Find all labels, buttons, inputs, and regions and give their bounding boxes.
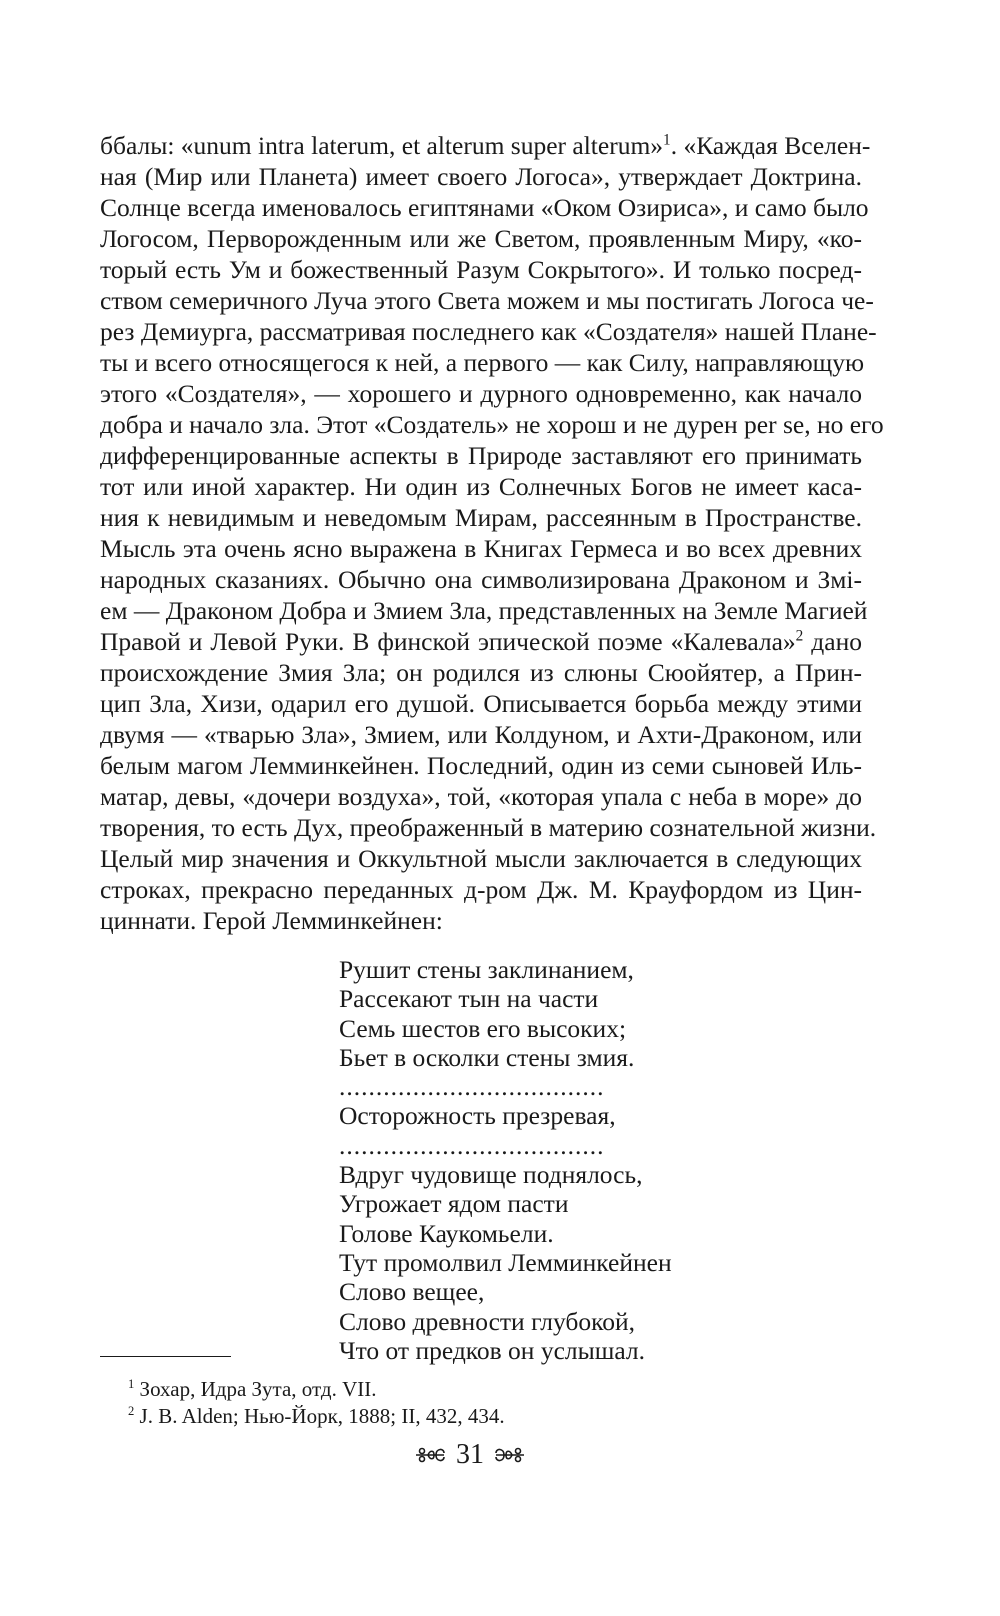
poem-block bbox=[339, 955, 759, 1365]
text-line: ством семеричного Луча этого Света можем и мы постигать Логоса че- bbox=[100, 286, 874, 315]
text-line: дифференцированные аспекты в Природе заставляют его принимать bbox=[100, 441, 862, 470]
fleuron-icon bbox=[494, 1444, 526, 1466]
main-text bbox=[100, 130, 884, 936]
text-line: Солнце всегда именовалось египтянами «Оком Озириса», и само было bbox=[100, 193, 869, 222]
poem-line: Бьет в осколки стены змия. bbox=[339, 1042, 635, 1072]
text-line: этого «Создателя», — хорошего и дурного одновременно, как начало bbox=[100, 379, 862, 408]
footnote-ref: 1 bbox=[663, 131, 671, 149]
text-line: ем — Драконом Добра и Змием Зла, представленных на Земле Магией bbox=[100, 596, 868, 625]
poem-line: Слово вещее, bbox=[339, 1277, 485, 1307]
fleuron-icon bbox=[414, 1444, 446, 1466]
text-line: творения, то есть Дух, преображенный в материю сознательной жизни. bbox=[100, 813, 877, 842]
poem-line: Угрожает ядом пасти bbox=[339, 1189, 569, 1219]
poem-line: Рассекают тын на части bbox=[339, 984, 599, 1014]
text-line: добра и начало зла. Этот «Создатель» не хорош и не дурен per se, но его bbox=[100, 410, 884, 439]
poem-ellipsis: .................................... bbox=[339, 1130, 605, 1160]
text-line: тот или иной характер. Ни один из Солнечных Богов не имеет каса- bbox=[100, 472, 862, 501]
footnote-mark: 1 bbox=[128, 1377, 135, 1391]
footnote-ref: 2 bbox=[795, 627, 804, 645]
footnote bbox=[128, 1376, 377, 1402]
footnote-text: J. B. Alden; Нью-Йорк, 1888; II, 432, 434. bbox=[134, 1404, 505, 1428]
text-line: строках, прекрасно переданных д-ром Дж. М. Крауфордом из Цин- bbox=[100, 875, 862, 904]
text-line: происхождение Змия Зла; он родился из слюны Сюойятер, а Прин- bbox=[100, 658, 862, 687]
text-line: ния к невидимым и неведомым Мирам, рассеянным в Пространстве. bbox=[100, 503, 862, 532]
poem-line: Вдруг чудовище поднялось, bbox=[339, 1160, 643, 1190]
poem-line: Осторожность презревая, bbox=[339, 1101, 616, 1131]
text-line: народных сказаниях. Обычно она символизирована Драконом и Змі- bbox=[100, 565, 862, 594]
footnote-text: Зохар, Идра Зута, отд. VII. bbox=[134, 1377, 377, 1401]
text-line: ты и всего относящегося к ней, а первого — как Силу, направляющую bbox=[100, 348, 865, 377]
text-line: цип Зла, Хизи, одарил его душой. Описывается борьба между этими bbox=[100, 689, 862, 718]
poem-line: Слово древности глубокой, bbox=[339, 1306, 635, 1336]
text-line: матар, девы, «дочери воздуха», той, «которая упала с неба в море» до bbox=[100, 782, 862, 811]
text-line: рез Демиурга, рассматривая последнего как «Создателя» нашей Плане- bbox=[100, 317, 877, 346]
poem-line: Рушит стены заклинанием, bbox=[339, 955, 634, 984]
text-line: ббалы: «unum intra laterum, et alterum super alterum»$^1$. «Каждая Вселен- bbox=[100, 131, 871, 160]
poem-ellipsis: .................................... bbox=[339, 1072, 605, 1102]
poem-line: Семь шестов его высоких; bbox=[339, 1013, 627, 1043]
text-line: двумя — «тварью Зла», Змием, или Колдуном, и Ахти-Драконом, или bbox=[100, 720, 862, 749]
footnote-divider bbox=[100, 1356, 231, 1357]
text-line: торый есть Ум и божественный Разум Сокрытого». И только посред- bbox=[100, 255, 862, 284]
text-line: циннати. Герой Лемминкейнен: bbox=[100, 906, 443, 935]
poem-line: Голове Каукомьели. bbox=[339, 1218, 554, 1248]
text-line: Мысль эта очень ясно выражена в Книгах Гермеса и во всех древних bbox=[100, 534, 862, 563]
text-line: Логосом, Перворожденным или же Светом, проявленным Миру, «ко- bbox=[100, 224, 862, 253]
text-line: Правой и Левой Руки. В финской эпической поэме «Калевала»$^2$ дано bbox=[100, 627, 862, 656]
page-number: 31 bbox=[456, 1439, 484, 1470]
text-line: ная (Мир или Планета) имеет своего Логоса», утверждает Доктрина. bbox=[100, 162, 862, 191]
footnote bbox=[128, 1403, 505, 1429]
text-line: Целый мир значения и Оккультной мысли заключается в следующих bbox=[100, 844, 862, 873]
footnote-mark: 2 bbox=[128, 1404, 135, 1418]
poem-line: Тут промолвил Лемминкейнен bbox=[339, 1247, 672, 1277]
page-number-block bbox=[410, 1438, 530, 1472]
text-line: белым магом Лемминкейнен. Последний, один из семи сыновей Иль- bbox=[100, 751, 862, 780]
poem-line: Что от предков он услышал. bbox=[339, 1335, 646, 1365]
